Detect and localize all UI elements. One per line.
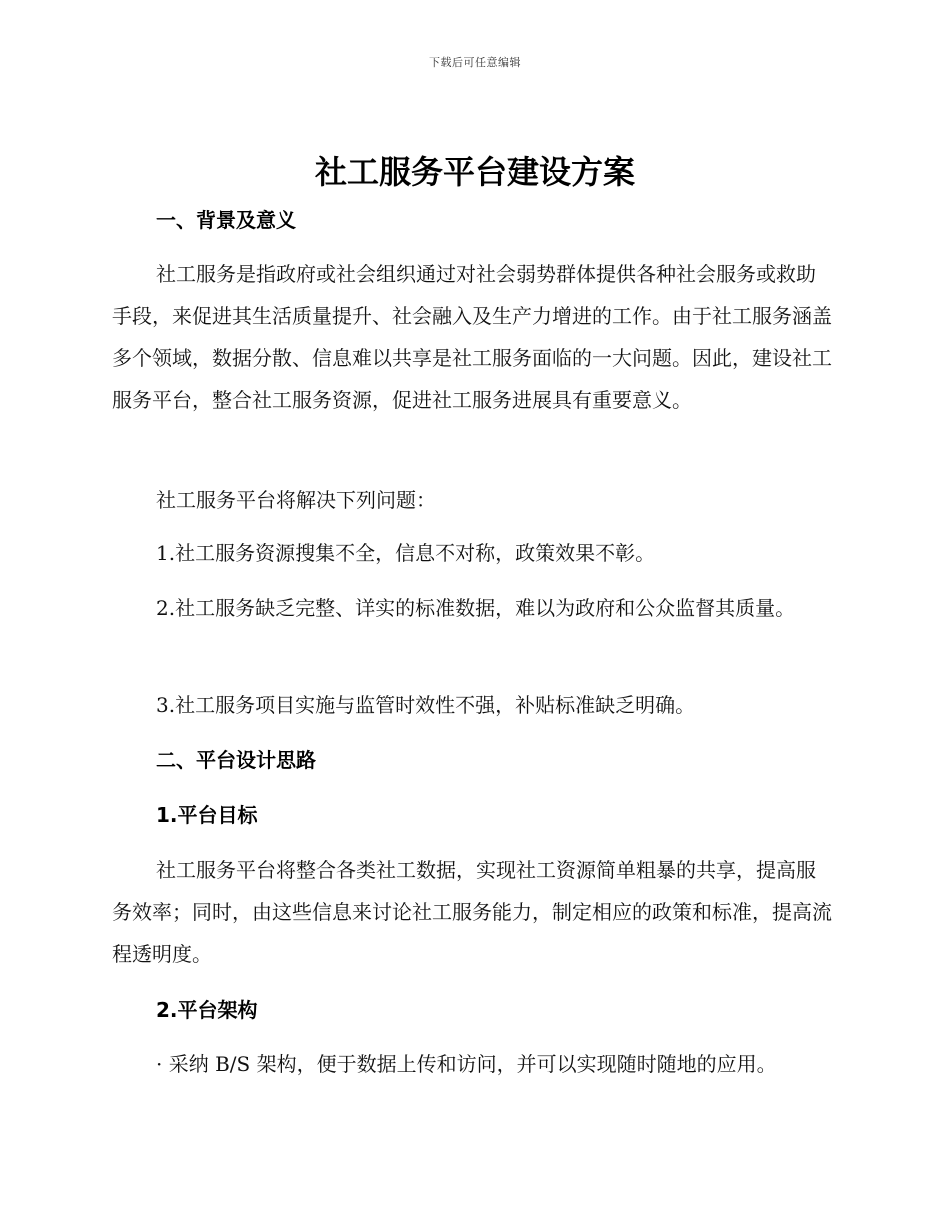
paragraph-problems-lead: 社工服务平台将解决下列问题： xyxy=(156,488,436,512)
list-item-problem-1: 1.社工服务资源搜集不全，信息不对称，政策效果不彰。 xyxy=(156,541,656,565)
list-item-problem-2: 2.社工服务缺乏完整、详实的标准数据，难以为政府和公众监督其质量。 xyxy=(156,596,796,620)
paragraph-background-intro: 社工服务是指政府或社会组织通过对社会弱势群体提供各种社会服务或救助手段，来促进其生活质量提升、社会融入及生产力增进的工作。由于社工服务涵盖多个领域，数据分散、信息难以共享是社工服务面临的一大问题。因此，建设社工服务平台，整合社工服务资源，促进社工服务进展具有重要意义。 xyxy=(112,262,832,412)
bullet-architecture-bs: · 采纳 B/S 架构，便于数据上传和访问，并可以实现随时随地的应用。 xyxy=(156,1052,777,1076)
paragraph-platform-goal: 社工服务平台将整合各类社工数据，实现社工资源简单粗暴的共享，提高服务效率；同时，由这些信息来讨论社工服务能力，制定相应的政策和标准，提高流程透明度。 xyxy=(112,858,832,966)
section-heading-background: 一、背景及意义 xyxy=(156,208,296,232)
page-header-note: 下载后可任意编辑 xyxy=(429,56,521,69)
document-title: 社工服务平台建设方案 xyxy=(314,153,635,191)
section-heading-design: 二、平台设计思路 xyxy=(156,748,316,772)
subheading-platform-architecture: 2.平台架构 xyxy=(156,998,258,1022)
list-item-problem-3: 3.社工服务项目实施与监管时效性不强，补贴标准缺乏明确。 xyxy=(156,693,696,717)
subheading-platform-goal: 1.平台目标 xyxy=(156,803,258,827)
